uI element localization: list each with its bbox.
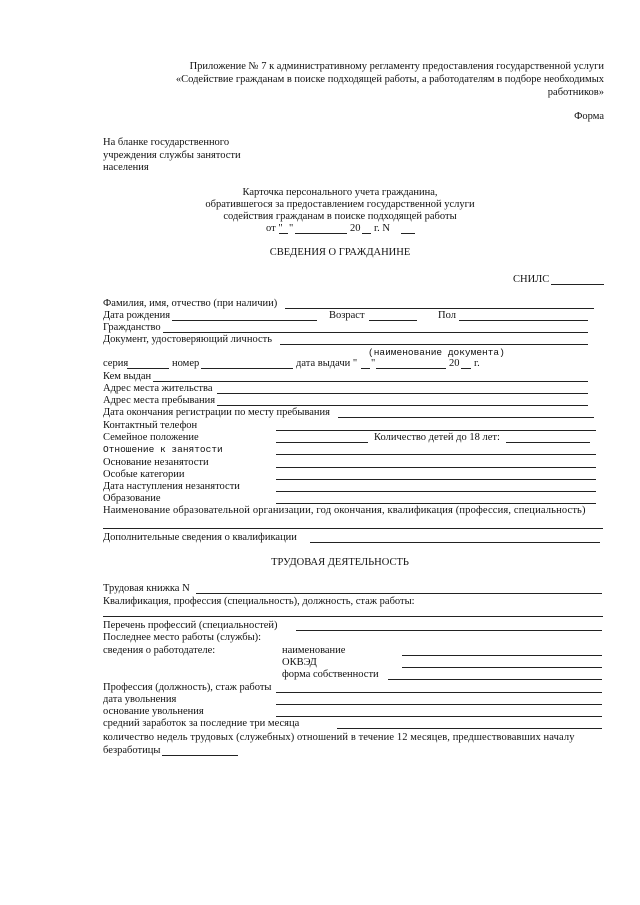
snils-field[interactable]	[551, 284, 604, 285]
id-document-caption: (наименование документа)	[368, 347, 505, 358]
appendix-line-3: работников»	[547, 87, 604, 98]
unemployment-date-field[interactable]	[276, 491, 596, 492]
weeks-field[interactable]	[162, 755, 238, 756]
card-date-prefix: от "	[266, 223, 283, 234]
special-categories-field[interactable]	[276, 479, 596, 480]
issued-by-label: Кем выдан	[103, 371, 152, 382]
card-year-prefix: 20	[350, 223, 361, 234]
citizenship-label: Гражданство	[103, 322, 161, 333]
professions-list-field[interactable]	[296, 630, 602, 631]
card-title-line-1: Карточка персонального учета гражданина,	[242, 187, 438, 198]
dismissal-date-field[interactable]	[276, 704, 602, 705]
weeks-label-line-2: безработицы	[103, 745, 161, 756]
professions-list-label: Перечень профессий (специальностей)	[103, 620, 278, 631]
residence-address-field[interactable]	[217, 393, 588, 394]
dismissal-reason-label: основание увольнения	[103, 706, 204, 717]
edu-org-field[interactable]	[103, 528, 603, 529]
children-label: Количество детей до 18 лет:	[374, 432, 500, 443]
education-label: Образование	[103, 493, 161, 504]
weeks-label-line-1: количество недель трудовых (служебных) отношений в течение 12 месяцев, предшествовавших началу	[103, 732, 575, 743]
dismissal-reason-field[interactable]	[276, 716, 602, 717]
phone-label: Контактный телефон	[103, 420, 198, 431]
unemployment-reason-label: Основание незанятости	[103, 457, 209, 468]
children-field[interactable]	[506, 442, 590, 443]
issue-year-field[interactable]	[461, 368, 471, 369]
sex-label: Пол	[438, 310, 456, 321]
ownership-field[interactable]	[388, 679, 602, 680]
card-year-field[interactable]	[362, 233, 371, 234]
blank-note-line-1: На бланке государственного	[103, 137, 230, 148]
card-number-label: г. N	[374, 223, 390, 234]
additional-qual-field[interactable]	[310, 542, 600, 543]
work-section-heading: ТРУДОВАЯ ДЕЯТЕЛЬНОСТЬ	[271, 557, 409, 568]
registration-end-field[interactable]	[338, 417, 594, 418]
card-title-line-3: содействия гражданам в поиске подходящей работы	[223, 211, 457, 222]
last-job-label: Последнее место работы (службы):	[103, 632, 262, 643]
id-document-field[interactable]	[280, 344, 588, 345]
series-field[interactable]	[127, 368, 169, 369]
citizenship-field[interactable]	[163, 332, 588, 333]
fio-label: Фамилия, имя, отчество (при наличии)	[103, 298, 278, 309]
card-date-mid: "	[289, 223, 294, 234]
birth-date-field[interactable]	[172, 320, 317, 321]
id-document-label: Документ, удостоверяющий личность	[103, 334, 272, 345]
additional-qual-label: Дополнительные сведения о квалификации	[103, 532, 297, 543]
citizen-section-heading: СВЕДЕНИЯ О ГРАЖДАНИНЕ	[269, 247, 411, 258]
employment-relation-field[interactable]	[276, 454, 596, 455]
sex-field[interactable]	[459, 320, 588, 321]
workbook-label: Трудовая книжка N	[103, 583, 190, 594]
number-field[interactable]	[201, 368, 293, 369]
card-month-field[interactable]	[295, 233, 347, 234]
issue-year-prefix: 20	[449, 358, 460, 369]
issue-date-label: дата выдачи "	[296, 358, 358, 369]
employer-name-field[interactable]	[402, 655, 602, 656]
dismissal-date-label: дата увольнения	[103, 694, 177, 705]
snils-label: СНИЛС	[513, 274, 550, 285]
fio-field[interactable]	[285, 308, 594, 309]
avg-salary-field[interactable]	[337, 728, 602, 729]
marital-status-label: Семейное положение	[103, 432, 199, 443]
issue-month-field[interactable]	[376, 368, 446, 369]
employment-relation-label: Отношение к занятости	[103, 444, 223, 455]
okved-label: ОКВЭД	[282, 657, 317, 668]
profession-exp-field[interactable]	[276, 692, 602, 693]
blank-note-line-2: учреждения службы занятости	[103, 150, 241, 161]
issued-by-field[interactable]	[153, 381, 588, 382]
edu-org-label: Наименование образовательной организации, год окончания, квалификация (профессия, специальность)	[103, 505, 586, 516]
card-day-field[interactable]	[279, 233, 288, 234]
card-number-field[interactable]	[401, 233, 415, 234]
appendix-line-1: Приложение № 7 к административному регламенту предоставления государственной услуги	[189, 61, 604, 72]
special-categories-label: Особые категории	[103, 469, 185, 480]
issue-year-suffix: г.	[474, 358, 480, 369]
stay-address-field[interactable]	[217, 405, 588, 406]
education-field[interactable]	[276, 503, 596, 504]
registration-end-label: Дата окончания регистрации по месту пребывания	[103, 407, 331, 418]
blank-note-line-3: населения	[103, 162, 149, 173]
okved-field[interactable]	[402, 667, 602, 668]
issue-date-mid: "	[371, 358, 376, 369]
residence-address-label: Адрес места жительства	[103, 383, 213, 394]
profession-exp-label: Профессия (должность), стаж работы	[103, 682, 272, 693]
qualification-label: Квалификация, профессия (специальность), должность, стаж работы:	[103, 596, 415, 607]
appendix-line-2: «Содействие гражданам в поиске подходящей работы, а работодателям в подборе необходимых	[175, 74, 604, 85]
series-label: серия	[103, 358, 129, 369]
employer-name-label: наименование	[282, 645, 346, 656]
birth-date-label: Дата рождения	[103, 310, 171, 321]
number-label: номер	[172, 358, 200, 369]
age-label: Возраст	[329, 310, 365, 321]
unemployment-reason-field[interactable]	[276, 467, 596, 468]
age-field[interactable]	[369, 320, 417, 321]
stay-address-label: Адрес места пребывания	[103, 395, 216, 406]
card-title-line-2: обратившегося за предоставлением государственной услуги	[205, 199, 475, 210]
unemployment-date-label: Дата наступления незанятости	[103, 481, 240, 492]
employer-info-label: сведения о работодателе:	[103, 645, 216, 656]
marital-status-field[interactable]	[276, 442, 368, 443]
phone-field[interactable]	[276, 430, 596, 431]
ownership-label: форма собственности	[282, 669, 379, 680]
qualification-field[interactable]	[103, 616, 603, 617]
avg-salary-label: средний заработок за последние три месяца	[103, 718, 300, 729]
form-label: Форма	[574, 111, 604, 122]
issue-day-field[interactable]	[361, 368, 370, 369]
workbook-field[interactable]	[196, 593, 602, 594]
